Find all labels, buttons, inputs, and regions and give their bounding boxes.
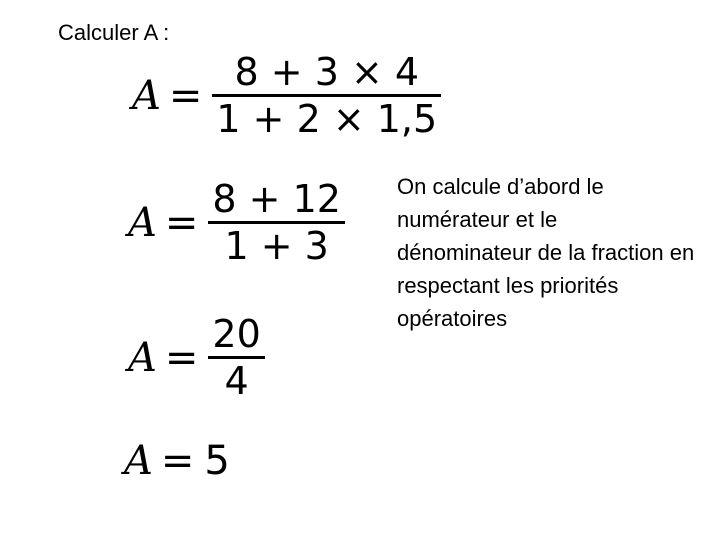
variable-a: A (128, 199, 157, 246)
result-value: 5 (204, 438, 230, 484)
denominator: 4 (224, 359, 249, 403)
numerator: 8 + 12 (212, 177, 341, 221)
exercise-heading: Calculer A : (58, 20, 170, 45)
equation-step-2 (128, 177, 345, 268)
explanation-note: On calcule d’abord le numérateur et le dénominateur de la fraction en respectant les priorités opératoires (397, 174, 695, 331)
numerator: 20 (212, 312, 261, 356)
variable-a: A (128, 334, 157, 381)
equals-sign: = (168, 72, 203, 119)
denominator: 1 + 3 (224, 224, 329, 268)
equals-sign: = (164, 199, 199, 246)
denominator: 1 + 2 × 1,5 (216, 97, 438, 141)
equals-sign: = (164, 334, 199, 381)
equation-step-1 (132, 50, 441, 141)
equals-sign: = (160, 438, 195, 484)
fraction (212, 50, 441, 141)
fraction (208, 177, 345, 268)
equation-step-4 (124, 438, 230, 484)
variable-a: A (132, 72, 161, 119)
variable-a: A (124, 438, 153, 484)
numerator: 8 + 3 × 4 (234, 50, 420, 94)
fraction (208, 312, 264, 403)
equation-step-3 (128, 312, 265, 403)
